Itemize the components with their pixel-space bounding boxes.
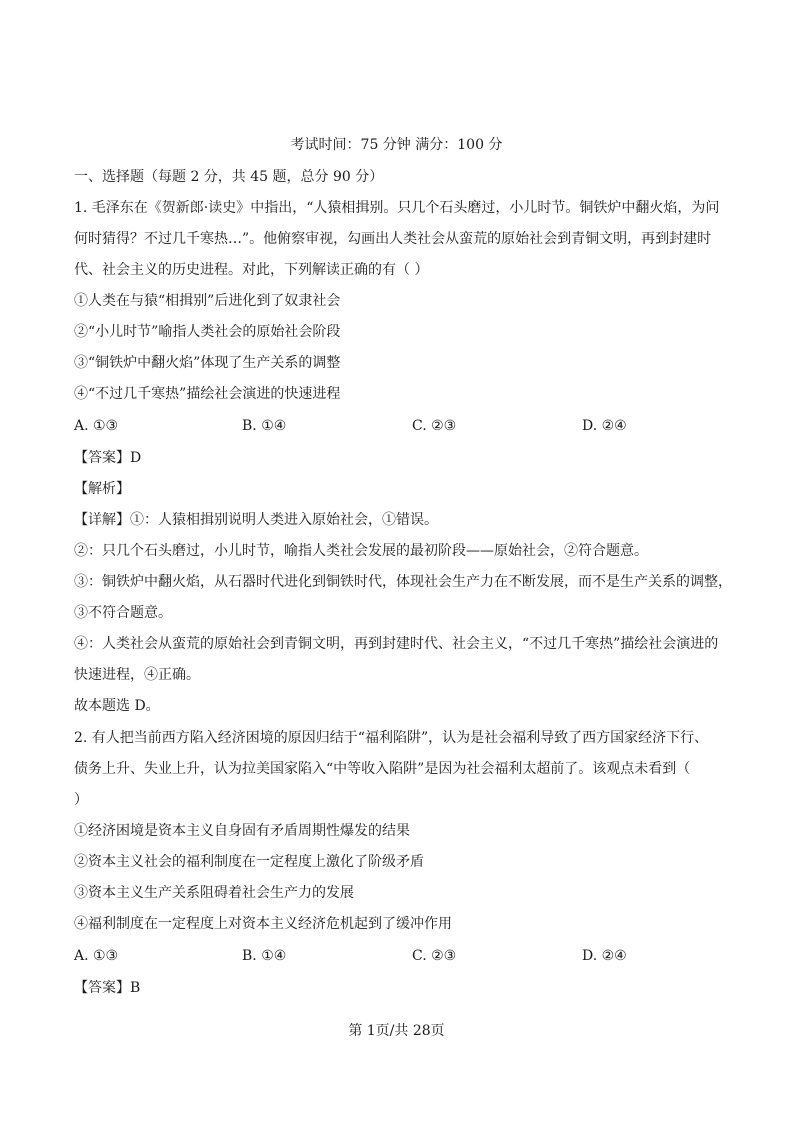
q1-stem-line-3: 代、社会主义的历史进程。对此，下列解读正确的有（ ） — [74, 262, 429, 278]
q2-option-d: D. ②④ — [582, 948, 627, 964]
q1-statement-4: ④“不过几千寒热”描绘社会演进的快速进程 — [74, 386, 341, 402]
q1-detail-line-7: 故本题选 D。 — [74, 698, 160, 714]
q1-stem-line-2: 何时猜得？不过几千寒热…”。他俯察审视，勾画出人类社会从蛮荒的原始社会到青铜文明，再到封建时 — [74, 231, 712, 247]
q1-detail-line-4: ③不符合题意。 — [74, 605, 172, 621]
q2-option-b: B. ①④ — [242, 948, 287, 964]
q2-stem-line-2: 债务上升、失业上升，认为拉美国家陷入“中等收入陷阱”是因为社会福利太超前了。该观点未看到（ — [74, 761, 691, 777]
section-title: 一、选择题（每题 2 分，共 45 题，总分 90 分） — [74, 169, 384, 185]
q2-statement-4: ④福利制度在一定程度上对资本主义经济危机起到了缓冲作用 — [74, 916, 452, 932]
q1-option-b: B. ①④ — [242, 418, 287, 434]
q2-statement-3: ③资本主义生产关系阻碍着社会生产力的发展 — [74, 885, 354, 901]
q1-answer: 【答案】D — [74, 450, 142, 466]
exam-info: 考试时间：75 分钟 满分：100 分 — [290, 137, 503, 153]
q1-statement-3: ③“铜铁炉中翻火焰”体现了生产关系的调整 — [74, 355, 341, 371]
q1-stem-line-1: 1. 毛泽东在《贺新郎·读史》中指出，“人猿相揖别。只几个石头磨过，小儿时节。铜铁炉中翻火焰，为问 — [74, 200, 720, 216]
q2-stem-line-3: ） — [74, 792, 88, 808]
q2-statement-2: ②资本主义社会的福利制度在一定程度上激化了阶级矛盾 — [74, 854, 424, 870]
q2-option-a: A. ①③ — [74, 948, 119, 964]
q1-option-d: D. ②④ — [582, 418, 627, 434]
q1-analysis-label: 【解析】 — [74, 481, 130, 497]
page-number: 第 1页/共 28页 — [348, 1023, 445, 1039]
q1-detail-line-2: ②：只几个石头磨过，小儿时节，喻指人类社会发展的最初阶段——原始社会，②符合题意。 — [74, 543, 648, 559]
q1-detail-line-6: 快速进程，④正确。 — [74, 667, 200, 683]
q1-option-c: C. ②③ — [412, 418, 457, 434]
q1-option-a: A. ①③ — [74, 418, 119, 434]
q1-detail-line-5: ④：人类社会从蛮荒的原始社会到青铜文明，再到封建时代、社会主义，“不过几千寒热”描绘社会演进的 — [74, 636, 719, 652]
q2-options — [74, 947, 724, 965]
q1-statement-2: ②“小儿时节”喻指人类社会的原始社会阶段 — [74, 324, 341, 340]
q1-statement-1: ①人类在与猿“相揖别”后进化到了奴隶社会 — [74, 293, 341, 309]
q1-detail-line-1: 【详解】①：人猿相揖别说明人类进入原始社会，①错误。 — [74, 512, 438, 528]
q2-statement-1: ①经济困境是资本主义自身固有矛盾周期性爆发的结果 — [74, 823, 410, 839]
q1-options — [74, 417, 724, 435]
q2-option-c: C. ②③ — [412, 948, 457, 964]
q2-answer: 【答案】B — [74, 980, 141, 996]
q2-stem-line-1: 2. 有人把当前西方陷入经济困境的原因归结于“福利陷阱”，认为是社会福利导致了西方国家经济下行、 — [74, 730, 709, 746]
q1-detail-line-3: ③：铜铁炉中翻火焰，从石器时代进化到铜铁时代，体现社会生产力在不断发展，而不是生产关系的调整， — [74, 574, 732, 590]
